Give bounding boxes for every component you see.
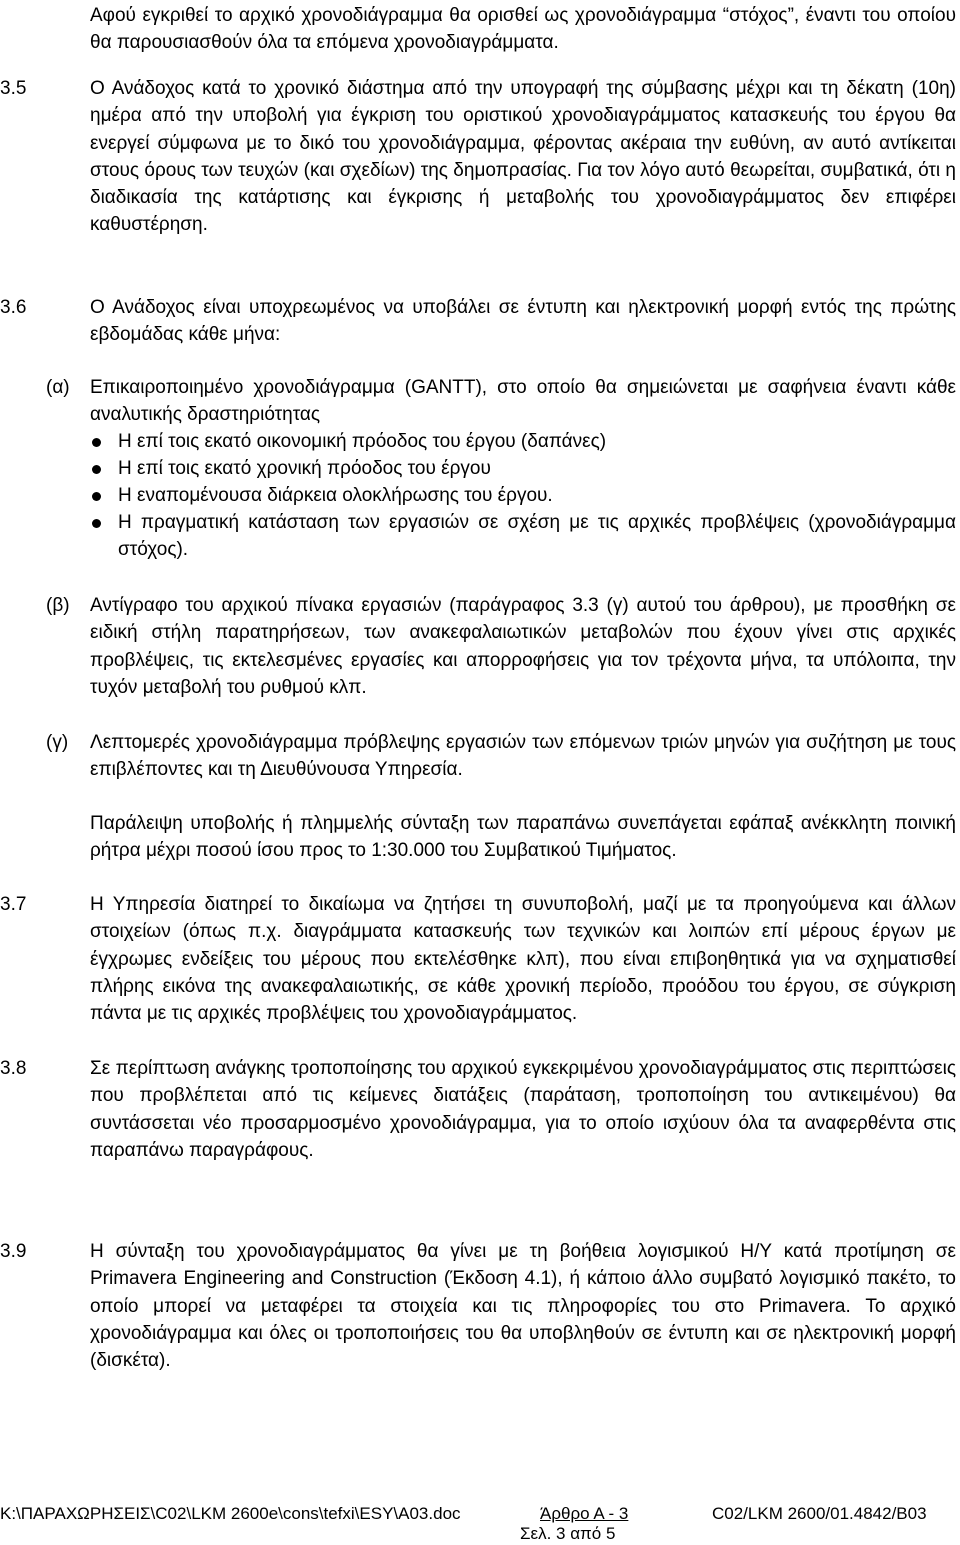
section-number-3-7: 3.7 xyxy=(0,894,27,915)
section-3-7-text: Η Υπηρεσία διατηρεί το δικαίωμα να ζητήσει τη συνυποβολή, μαζί με τα προηγούμενα και άλλων στοιχείων (όπως π.χ. διαγράμματα κατασκευής των τεχνικών και λοιπών επί μέρους έργων με έγχρωμες ενδείξεις του μέρους που εκτελέσθηκε κλπ), που είναι επιβοηθητικά για να σχηματισθεί πλήρης εικόνα της ανακεφαλαιωτικής, σε κάθε χρονική περίοδο, προόδου του έργου, σε σύγκριση πάντα με τις αρχικές προβλέψεις του χρονοδιαγράμματος. xyxy=(90,894,956,1025)
item-c-text: Λεπτομερές χρονοδιάγραμμα πρόβλεψης εργασιών των επόμενων τριών μηνών για συζήτηση με τους επιβλέποντες και τη Διευθύνουσα Υπηρεσία. xyxy=(90,732,956,781)
bullet-icon xyxy=(92,465,101,474)
item-a-label: (α) xyxy=(46,377,70,398)
section-3-5-text: Ο Ανάδοχος κατά το χρονικό διάστημα από την υπογραφή της σύμβασης μέχρι και τη δέκατη (10η) ημέρα από την υποβολή για έγκριση του οριστικού χρονοδιαγράμματος κατασκευής του έργου θα ενεργεί σύμφωνα με το δικό του χρονοδιάγραμμα, φέροντας ακέραια την ευθύνη, αν αυτό αντίκειται στους όρους των τευχών (και σχεδίων) της δημοπρασίας. Για τον λόγο αυτό θεωρείται, συμβατικά, ότι η διαδικασία της κατάρτισης και έγκρισης ή μεταβολής του χρονοδιαγράμματος δεν επιφέρει καθυστέρηση. xyxy=(90,78,956,236)
bullet-item: Η επί τοις εκατό οικονομική πρόοδος του έργου (δαπάνες) xyxy=(118,431,607,452)
penalty-paragraph: Παράλειψη υποβολής ή πλημμελής σύνταξη των παραπάνω συνεπάγεται εφάπαξ ανέκκλητη ποινική ρήτρα μέχρι ποσού ίσου προς το 1:30.000 του Συμβατικού Τιμήματος. xyxy=(90,813,956,862)
bullet-icon xyxy=(92,438,101,447)
section-number-3-9: 3.9 xyxy=(0,1241,27,1262)
section-3-8-text: Σε περίπτωση ανάγκης τροποποίησης του αρχικού εγκεκριμένου χρονοδιαγράμματος στις περιπτώσεις που προβλέπεται από τις κείμενες διατάξεις (παράταση, τροποποίηση του αντικειμένου) θα συντάσσεται νέο προσαρμοσμένο χρονοδιάγραμμα, για το οποίο ισχύουν όλα τα αναφερθέντα στις παραπάνω παραγράφους. xyxy=(90,1058,956,1161)
bullet-item: Η εναπομένουσα διάρκεια ολοκλήρωσης του έργου. xyxy=(118,485,553,506)
footer-file-path: K:\ΠΑΡΑΧΩΡΗΣΕΙΣ\C02\LKM 2600e\cons\tefxi\ESY\A03.doc xyxy=(0,1504,461,1523)
item-b-text: Αντίγραφο του αρχικού πίνακα εργασιών (παράγραφος 3.3 (γ) αυτού του άρθρου), με προσθήκη σε ειδική στήλη παρατηρήσεων, των ανακεφαλαιωτικών μεταβολών που έχουν γίνει στις αρχικές προβλέψεις, τις εκτελεσμένες εργασίες και απορροφήσεις για τον τρέχοντα μήνα, τα υπόλοιπα, την τυχόν μεταβολή του ρυθμού κλπ. xyxy=(90,595,956,698)
item-a-text: Επικαιροποιημένο χρονοδιάγραμμα (GANTT), στο οποίο θα σημειώνεται με σαφήνεια έναντι κάθε αναλυτικής δραστηριότητας xyxy=(90,377,956,426)
bullet-icon xyxy=(92,519,101,528)
item-b-label: (β) xyxy=(46,595,70,616)
section-number-3-6: 3.6 xyxy=(0,297,27,318)
bullet-item: Η επί τοις εκατό χρονική πρόοδος του έργου xyxy=(118,458,491,479)
intro-paragraph: Αφού εγκριθεί το αρχικό χρονοδιάγραμμα θα ορισθεί ως χρονοδιάγραμμα “στόχος”, έναντι του οποίου θα παρουσιασθούν όλα τα επόμενα χρονοδιαγράμματα. xyxy=(90,5,956,54)
bullet-icon xyxy=(92,492,101,501)
section-3-9-text: Η σύνταξη του χρονοδιαγράμματος θα γίνει με τη βοήθεια λογισμικού Η/Υ κατά προτίμηση σε Primavera Engineering and Construction (Έκδοση 4.1), ή κάποιο άλλο συμβατό λογισμικό πακέτο, το οποίο μπορεί να μεταφέρει τα στοιχεία και τις πληροφορίες του στο Primavera. Το αρχικό χρονοδιάγραμμα και όλες οι τροποποιήσεις του θα υποβληθούν σε έντυπη και σε ηλεκτρονική μορφή (δισκέτα). xyxy=(90,1241,956,1372)
section-number-3-5: 3.5 xyxy=(0,78,27,99)
bullet-item: Η πραγματική κατάσταση των εργασιών σε σχέση με τις αρχικές προβλέψεις (χρονοδιάγραμμα στόχος). xyxy=(118,512,956,561)
section-number-3-8: 3.8 xyxy=(0,1058,27,1079)
item-c-label: (γ) xyxy=(46,732,69,753)
footer-doc-code: C02/LKM 2600/01.4842/B03 xyxy=(712,1504,927,1523)
footer-article: Άρθρο Α - 3 xyxy=(540,1504,629,1523)
section-3-6-text: Ο Ανάδοχος είναι υποχρεωμένος να υποβάλει σε έντυπη και ηλεκτρονική μορφή εντός της πρώτης εβδομάδας κάθε μήνα: xyxy=(90,297,956,346)
footer-page-number: Σελ. 3 από 5 xyxy=(520,1524,616,1543)
